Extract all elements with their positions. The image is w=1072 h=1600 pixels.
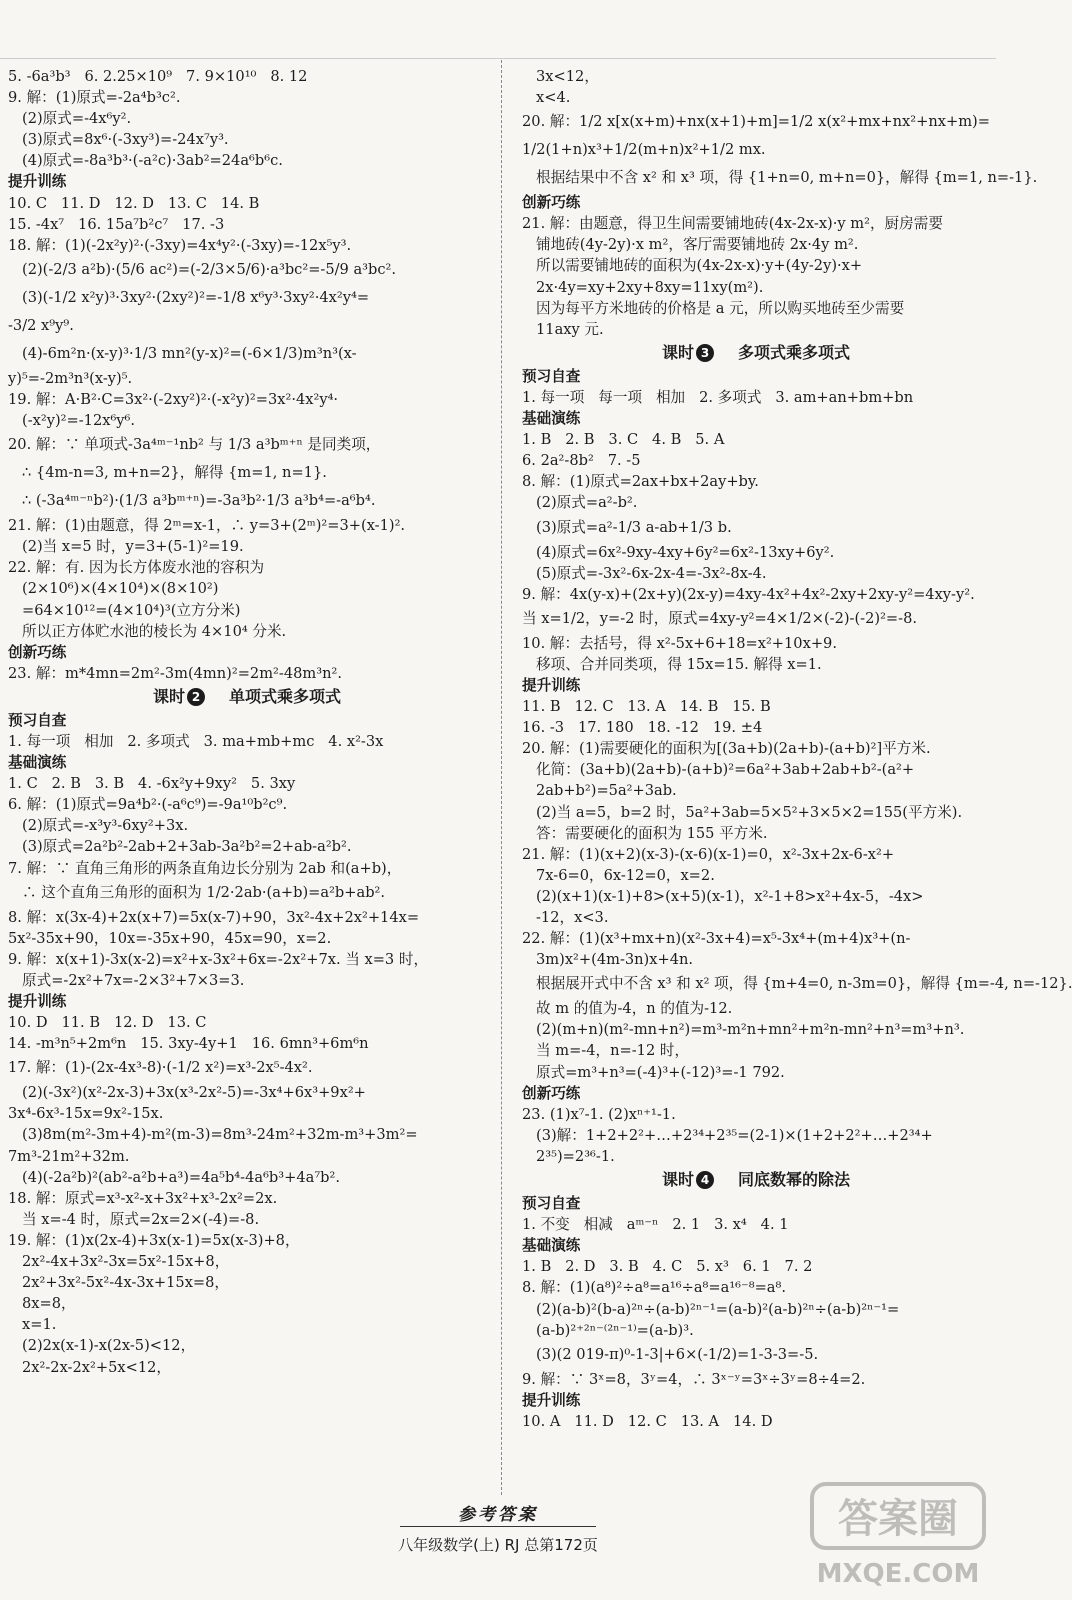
answer-line: 1. B 2. D 3. B 4. C 5. x³ 6. 1 7. 2 [522,1258,813,1276]
right-column [522,66,1072,1432]
answer-line: (2)(-2/3 a²b)·(5/6 ac²)=(-2/3×5/6)·a³bc²=-5/9 a³bc². [22,260,397,278]
answer-line: 移项、合并同类项，得 15x=15. 解得 x=1. [536,655,822,673]
answer-line: 21. 解：(1)(x+2)(x-3)-(x-6)(x-1)=0，x²-3x+2x-6-x²+ [522,845,895,863]
answer-line: (a-b)²⁺²ⁿ⁻⁽²ⁿ⁻¹⁾=(a-b)³. [536,1321,694,1339]
answer-line: 21. 解：由题意，得卫生间需要铺地砖(4x-2x-x)·y m²，厨房需要 [522,215,943,233]
section-heading: 预习自查 [522,367,581,385]
answer-line: 当 x=-4 时，原式=2x=2×(-4)=-8. [22,1210,260,1228]
answer-line: 8. 解：(1)原式=2ax+bx+2ay+by. [522,473,759,491]
answer-line: 8. 解：(1)(a⁸)²÷a⁸=a¹⁶÷a⁸=a¹⁶⁻⁸=a⁸. [522,1279,786,1297]
answer-line: (3)8m(m²-3m+4)-m²(m-3)=8m³-24m²+32m-m³+3m²= [22,1126,418,1144]
lesson-label: 课时 [152,686,185,706]
answer-line: 1. B 2. B 3. C 4. B 5. A [522,431,725,449]
answer-line: 19. 解：(1)x(2x-4)+3x(x-1)=5x(x-3)+8， [8,1231,300,1249]
answer-line: ∴ {4m-n=3, m+n=2}，解得 {m=1, n=1}. [22,464,327,482]
answer-line: 10. 解：去括号，得 x²-5x+6+18=x²+10x+9. [522,634,837,652]
answer-line: (2)原式=-x³y³-6xy²+3x. [22,817,189,835]
answer-line: 故 m 的值为-4，n 的值为-12. [536,1000,733,1018]
answer-line: 铺地砖(4y-2y)·x m²，客厅需要铺地砖 2x·4y m². [536,236,859,254]
answer-line: 7x-6=0，6x-12=0，x=2. [536,866,715,884]
answer-line: (2)当 a=5，b=2 时，5a²+3ab=5×5²+3×5×2=155(平方米). [536,803,963,821]
lesson-label: 课时 [661,342,694,362]
answer-line: 2x²-2x-2x²+5x<12， [22,1358,171,1376]
answer-line: 20. 解：(1)需要硬化的面积为[(3a+b)(2a+b)-(a+b)²]平方米. [522,740,931,758]
answer-line: (3)解：1+2+2²+…+2³⁴+2³⁵=(2-1)×(1+2+2²+…+2³⁴+ [536,1126,933,1144]
answer-line: 2³⁵)=2³⁶-1. [536,1147,615,1165]
answer-line: 答：需要硬化的面积为 155 平方米. [536,824,768,842]
lesson-number-badge: 3 [696,344,714,362]
answer-line: (2)当 x=5 时，y=3+(5-1)²=19. [22,538,244,556]
answer-line: 11axy 元. [536,320,604,338]
answer-line: 16. -3 17. 180 18. -12 19. ±4 [522,719,763,737]
answer-line: y)⁵=-2m³n³(x-y)⁵. [8,369,133,387]
answer-line: 2ab+b²)=5a²+3ab. [536,782,677,800]
answer-line: 因为每平方米地砖的价格是 a 元，所以购买地砖至少需要 [536,299,905,317]
answer-line: (2)(x+1)(x-1)+8>(x+5)(x-1)，x²-1+8>x²+4x-5，-4x> [536,887,924,905]
answer-line: (3)(-1/2 x²y)³·3xy²·(2xy²)²=-1/8 x⁶y³·3xy²·4x²y⁴= [22,288,370,306]
section-heading: 提升训练 [8,993,67,1010]
answer-line: 9. 解：∵ 3ˣ=8，3ʸ=4，∴ 3ˣ⁻ʸ=3ˣ÷3ʸ=8÷4=2. [522,1370,866,1388]
answer-line: 10. A 11. D 12. C 13. A 14. D [522,1412,773,1430]
answer-line: 原式=-2x²+7x=-2×3²+7×3=3. [22,971,245,989]
section-heading: 预习自查 [8,711,67,729]
answer-line: x<4. [536,89,571,107]
answer-line: 10. D 11. B 12. D 13. C [8,1014,207,1032]
answer-line: x=1. [22,1316,57,1334]
answer-line: (3)原式=8x⁶·(-3xy³)=-24x⁷y³. [22,131,229,149]
section-heading: 基础演练 [522,1237,581,1255]
watermark-url: MXQE.COM [816,1559,980,1589]
answer-line: 17. 解：(1)-(2x-4x³-8)·(-1/2 x²)=x³-2x⁵-4x². [8,1059,313,1077]
lesson-number-badge: 4 [696,1171,714,1189]
answer-line: 20. 解：∵ 单项式-3a⁴ᵐ⁻¹nb² 与 1/3 a³bᵐ⁺ⁿ 是同类项， [8,436,381,454]
lesson-title: 多项式乘多项式 [738,342,851,362]
column-divider [501,60,502,1495]
answer-line: (5)原式=-3x²-6x-2x-4=-3x²-8x-4. [536,564,767,582]
answer-line: 根据结果中不含 x² 和 x³ 项，得 {1+n=0, m+n=0}，解得 {m=1, n=-1}. [536,169,1038,187]
lesson-title: 同底数幂的除法 [738,1170,851,1190]
answer-line: 所以正方体贮水池的棱长为 4×10⁴ 分米. [22,622,287,640]
answer-line: 3x⁴-6x³-15x=9x²-15x. [8,1105,164,1123]
lesson-label: 课时 [661,1170,694,1190]
answer-line: (2)2x(x-1)-x(2x-5)<12， [22,1337,196,1355]
answer-line: 20. 解：1/2 x[x(x+m)+nx(x+1)+m]=1/2 x(x²+mx+nx²+nx+m)= [522,113,990,131]
answer-line: (4)原式=6x²-9xy-4xy+6y²=6x²-13xy+6y². [536,543,835,561]
answer-line: (2)(-3x²)(x²-2x-3)+3x(x³-2x²-5)=-3x⁴+6x³+9x²+ [22,1084,366,1102]
answer-line: 22. 解：(1)(x³+mx+n)(x²-3x+4)=x⁵-3x⁴+(m+4)x³+(n- [522,930,911,948]
answer-line: 9. 解：(1)原式=-2a⁴b³c². [8,89,181,107]
answer-line: 5x²-35x+90，10x=-35x+90，45x=90，x=2. [8,929,332,947]
answer-line: 15. -4x⁷ 16. 15a⁷b²c⁷ 17. -3 [8,215,225,233]
answer-line: (3)原式=2a²b²-2ab+2+3ab-3a²b²=2+ab-a²b². [22,838,352,856]
answer-line: 1/2(1+n)x³+1/2(m+n)x²+1/2 mx. [522,141,766,159]
lesson-number-badge: 2 [187,688,205,706]
answer-line: -3/2 x⁹y⁹. [8,316,74,334]
answer-line: 当 m=-4，n=-12 时， [536,1042,690,1060]
answer-line: 根据展开式中不含 x³ 和 x² 项，得 {m+4=0, n-3m=0}，解得 {m=-4, n=-12}. [536,975,1072,993]
answer-line: 23. (1)x⁷-1. (2)xⁿ⁺¹-1. [522,1105,676,1123]
section-heading: 提升训练 [522,1391,581,1409]
answer-line: (2)(m+n)(m²-mn+n²)=m³-m²n+mn²+m²n-mn²+n³=m³+n³. [536,1021,965,1039]
lesson-heading [522,340,990,366]
answer-line: (2×10⁶)×(4×10⁴)×(8×10²) [22,580,219,598]
answer-line: 11. B 12. C 13. A 14. B 15. B [522,698,771,716]
lesson-title: 单项式乘多项式 [229,686,342,706]
answer-line: 2x²-4x+3x²-3x=5x²-15x+8， [22,1253,230,1271]
footer-subtitle: 八年级数学(上) RJ 总第172页 [398,1536,598,1554]
answer-line: 23. 解：m*4mn=2m²-3m(4mn)²=2m²-48m³n². [8,664,342,682]
answer-line: 10. C 11. D 12. D 13. C 14. B [8,194,260,212]
answer-line: ∴ (-3a⁴ᵐ⁻ⁿb²)·(1/3 a³bᵐ⁺ⁿ)=-3a³b²·1/3 a³b⁴=-a⁶b⁴. [22,492,376,510]
answer-line: (2)原式=-4x⁶y². [22,110,132,128]
answer-line: 化简：(3a+b)(2a+b)-(a+b)²=6a²+3ab+2ab+b²-(a²+ [536,761,915,779]
answer-line: 7. 解：∵ 直角三角形的两条直角边长分别为 2ab 和(a+b)， [8,859,402,877]
top-rule [0,58,996,59]
answer-line: 3m)x²+(4m-3n)x+4n. [536,951,694,969]
answer-line: 5. -6a³b³ 6. 2.25×10⁹ 7. 9×10¹⁰ 8. 12 [8,68,308,85]
answer-line: 9. 解：4x(y-x)+(2x+y)(2x-y)=4xy-4x²+4x²-2xy+2xy-y²=4xy-y². [522,585,975,603]
section-heading: 提升训练 [8,173,67,191]
section-heading: 创新巧练 [522,1084,581,1102]
answer-line: 14. -m³n⁵+2m⁶n 15. 3xy-4y+1 16. 6mn³+6m⁶n [8,1035,369,1053]
answer-line: (4)-6m²n·(x-y)³·1/3 mn²(y-x)²=(-6×1/3)m³n³(x- [22,344,357,362]
answer-line: 6. 2a²-8b² 7. -5 [522,452,641,470]
answer-line: 1. C 2. B 3. B 4. -6x²y+9xy² 5. 3xy [8,775,296,793]
answer-line: 2x²+3x²-5x²-4x-3x+15x=8， [22,1274,230,1292]
answer-line: (2)原式=a²-b². [536,494,638,512]
lesson-heading [522,1167,990,1193]
answer-line: 8x=8， [22,1295,76,1313]
answer-line: 所以需要铺地砖的面积为(4x-2x-x)·y+(4y-2y)·x+ [536,257,863,275]
answer-line: 8. 解：x(3x-4)+2x(x+7)=5x(x-7)+90，3x²-4x+2x²+14x= [8,908,420,926]
answer-line: -12，x<3. [536,909,609,926]
answer-line: 1. 每一项 每一项 相加 2. 多项式 3. am+an+bm+bn [522,388,914,406]
section-heading: 提升训练 [522,676,581,694]
answer-line: 2x·4y=xy+2xy+8xy=11xy(m²). [536,278,764,296]
answer-line: (2)(a-b)²(b-a)²ⁿ÷(a-b)²ⁿ⁻¹=(a-b)²(a-b)²ⁿ÷(a-b)²ⁿ⁻¹= [536,1300,900,1318]
answer-line: (4)原式=-8a³b³·(-a²c)·3ab²=24a⁶b⁶c. [22,152,283,170]
watermark-text: 答案圈 [838,1496,958,1542]
section-heading: 创新巧练 [522,194,581,212]
section-heading: 预习自查 [522,1195,581,1213]
answer-line: 原式=m³+n³=(-4)³+(-12)³=-1 792. [536,1063,785,1081]
section-heading: 创新巧练 [8,643,67,661]
answer-line: 6. 解：(1)原式=9a⁴b²·(-a⁶c⁹)=-9a¹⁰b²c⁹. [8,796,288,814]
answer-line: (-x²y)²=-12x⁶y⁶. [22,412,136,430]
answer-line: 7m³-21m²+32m. [8,1147,130,1165]
watermark-logo [808,1478,988,1594]
section-heading: 基础演练 [522,410,581,428]
answer-line: 22. 解：有. 因为长方体废水池的容积为 [8,559,265,577]
footer-rule [400,1526,596,1527]
answer-line: 18. 解：原式=x³-x²-x+3x²+x³-2x²=2x. [8,1189,278,1207]
answer-line: (3)(2 019-π)⁰-1-3|+6×(-1/2)=1-3-3=-5. [536,1345,819,1363]
answer-line: (4)(-2a²b)²(ab²-a²b+a³)=4a⁵b⁴-4a⁶b³+4a⁷b². [22,1168,341,1186]
lesson-heading [8,684,486,710]
footer-title: 参考答案 [458,1505,538,1525]
answer-line: ∴ 这个直角三角形的面积为 1/2·2ab·(a+b)=a²b+ab². [22,883,386,901]
answer-line: 9. 解：x(x+1)-3x(x-2)=x²+x-3x²+6x=-2x²+7x. 当 x=3 时， [8,950,429,968]
answer-line: 3x<12， [536,68,599,85]
answer-line: 21. 解：(1)由题意，得 2ᵐ=x-1，∴ y=3+(2ᵐ)²=3+(x-1)². [8,517,406,535]
answer-line: 1. 每一项 相加 2. 多项式 3. ma+mb+mc 4. x²-3x [8,732,384,750]
left-column [8,66,486,1378]
answer-line: 当 x=1/2，y=-2 时，原式=4xy-y²=4×1/2×(-2)-(-2)²=-8. [522,609,918,627]
answer-line: 19. 解：A·B²·C=3x²·(-2xy²)²·(-x²y)²=3x²·4x²y⁴· [8,390,339,408]
answer-line: 18. 解：(1)(-2x²y)²·(-3xy)=4x⁴y²·(-3xy)=-12x⁵y³. [8,236,352,254]
answer-line: (3)原式=a²-1/3 a-ab+1/3 b. [536,518,732,536]
section-heading: 基础演练 [8,754,67,772]
answer-line: =64×10¹²=(4×10⁴)³(立方分米) [22,601,241,619]
answer-line: 1. 不变 相减 aᵐ⁻ⁿ 2. 1 3. x⁴ 4. 1 [522,1216,789,1234]
